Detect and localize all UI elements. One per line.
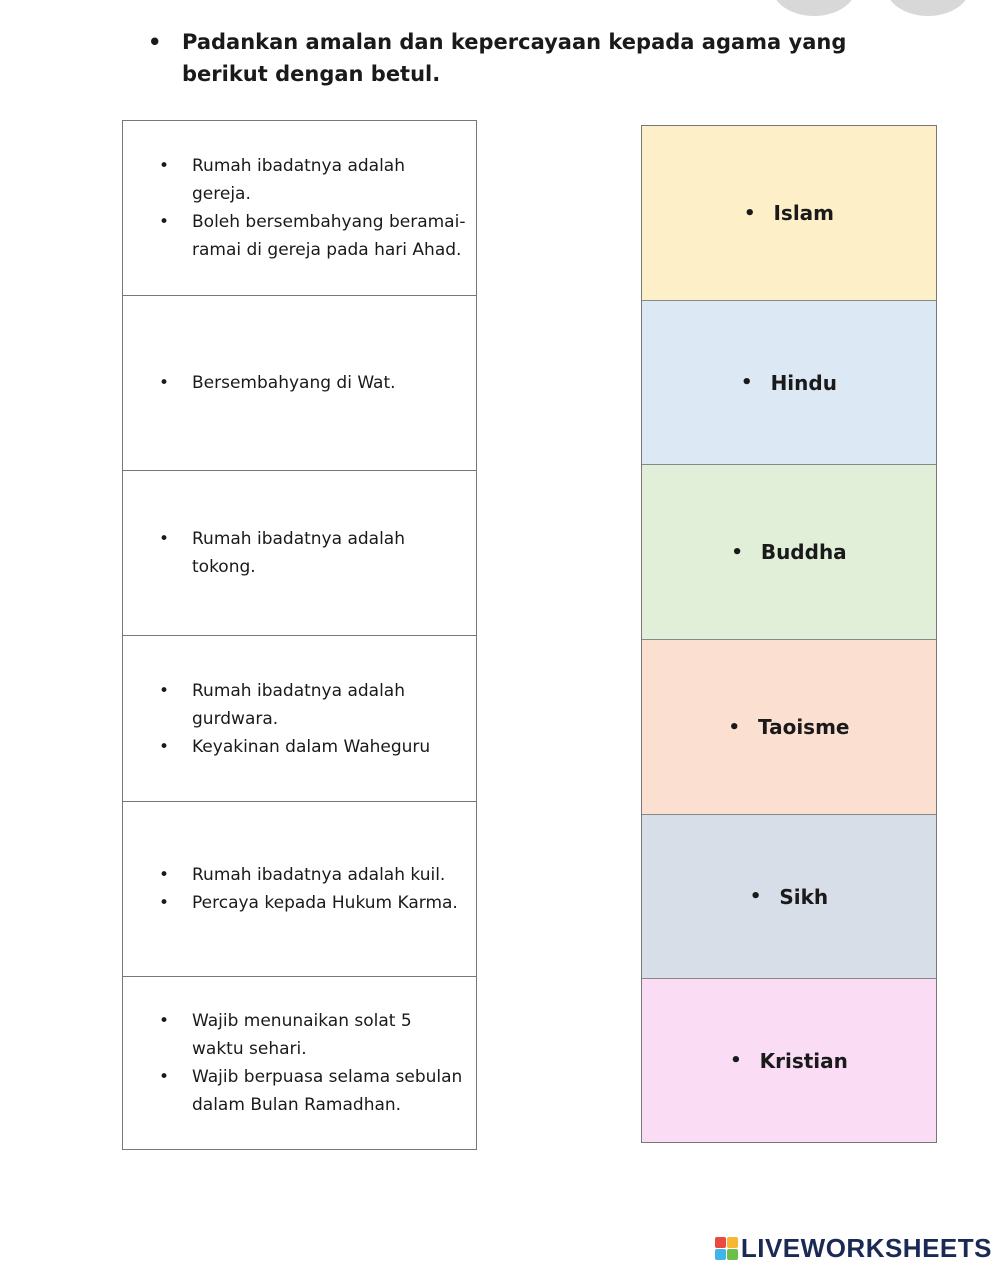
practice-item: • Keyakinan dalam Waheguru: [159, 733, 468, 761]
practice-text: Rumah ibadatnya adalah gereja.: [192, 156, 405, 204]
practice-item: • Rumah ibadatnya adalah kuil.: [159, 861, 468, 889]
practice-item: • Boleh bersembahyang beramai-ramai di gereja pada hari Ahad.: [159, 208, 468, 264]
practice-text: Rumah ibadatnya adalah tokong.: [192, 529, 405, 577]
instruction-text: Padankan amalan dan kepercayaan kepada agama yang berikut dengan betul.: [182, 30, 847, 86]
religion-box-taoisme[interactable]: • Taoisme: [642, 640, 936, 815]
practice-text: Wajib berpuasa selama sebulan dalam Bulan Ramadhan.: [192, 1067, 463, 1115]
practice-text: Rumah ibadatnya adalah gurdwara.: [192, 680, 405, 729]
religion-label: Sikh: [779, 884, 829, 909]
religion-box-sikh[interactable]: • Sikh: [642, 815, 936, 979]
practices-column: [122, 120, 477, 1150]
practice-box[interactable]: [123, 471, 476, 636]
religion-label: Buddha: [760, 540, 847, 564]
practice-item: • Bersembahyang di Wat.: [159, 369, 468, 397]
practice-text: Boleh bersembahyang beramai-ramai di gereja pada hari Ahad.: [192, 212, 466, 260]
religion-label: Hindu: [770, 370, 837, 395]
practice-box[interactable]: [123, 121, 476, 296]
religion-label: Kristian: [759, 1048, 848, 1073]
practice-text: Percaya kepada Hukum Karma.: [192, 893, 458, 913]
religion-box-islam[interactable]: • Islam: [642, 126, 936, 301]
practice-box[interactable]: [123, 296, 476, 471]
logo-square: [715, 1249, 726, 1260]
practice-item: • Rumah ibadatnya adalah gereja.: [159, 152, 468, 208]
practice-item: • Rumah ibadatnya adalah tokong.: [159, 525, 468, 581]
religion-box-kristian[interactable]: • Kristian: [642, 979, 936, 1142]
practice-item: • Wajib menunaikan solat 5 waktu sehari.: [159, 1007, 468, 1063]
logo-text: LIVEWORKSHEETS: [740, 1233, 992, 1263]
practice-text: Rumah ibadatnya adalah kuil.: [192, 865, 446, 885]
religion-label: Islam: [773, 201, 835, 225]
practice-box[interactable]: [123, 977, 476, 1149]
practice-item: • Percaya kepada Hukum Karma.: [159, 889, 468, 917]
logo-square: [715, 1237, 726, 1248]
religions-column: [641, 125, 937, 1143]
liveworksheets-logo-icon: [715, 1237, 738, 1260]
logo-square: [727, 1237, 738, 1248]
practice-box[interactable]: [123, 636, 476, 802]
practice-text: Bersembahyang di Wat.: [192, 373, 396, 393]
religion-label: Taoisme: [758, 715, 850, 739]
practice-item: • Rumah ibadatnya adalah gurdwara.: [159, 677, 468, 733]
religion-box-buddha[interactable]: • Buddha: [642, 465, 936, 640]
logo-square: [727, 1249, 738, 1260]
instruction-bullet: •: [148, 30, 162, 54]
practice-item: • Wajib berpuasa selama sebulan dalam Bulan Ramadhan.: [159, 1063, 468, 1119]
religion-box-hindu[interactable]: • Hindu: [642, 301, 936, 465]
corner-button-1[interactable]: [772, 0, 856, 16]
corner-button-2[interactable]: [886, 0, 970, 16]
liveworksheets-logo[interactable]: [715, 1233, 992, 1264]
instruction: [148, 26, 868, 90]
practice-text: Wajib menunaikan solat 5 waktu sehari.: [192, 1011, 412, 1059]
practice-text: Keyakinan dalam Waheguru: [192, 736, 431, 757]
practice-box[interactable]: [123, 802, 476, 977]
